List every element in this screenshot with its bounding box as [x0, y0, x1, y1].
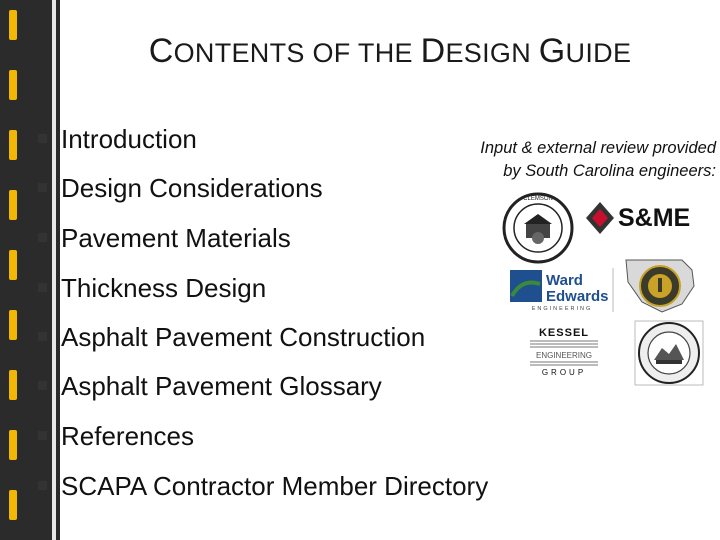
list-item-label: SCAPA Contractor Member Directory — [61, 471, 489, 501]
road-edge-line — [52, 0, 56, 540]
review-note — [410, 137, 716, 183]
list-item — [38, 322, 425, 353]
kessel-engineering-group-logo — [528, 325, 600, 377]
road-stripe — [9, 310, 17, 340]
list-item-label: References — [61, 421, 194, 451]
kessel-line: KESSEL — [538, 327, 590, 339]
list-item-label: Introduction — [61, 124, 197, 154]
list-item-label: Design Considerations — [61, 173, 323, 203]
list-item-label: Asphalt Pavement Glossary — [61, 371, 382, 401]
review-note-line: by South Carolina engineers: — [503, 162, 716, 180]
road-decoration — [0, 0, 60, 540]
kessel-line: GROUP — [541, 368, 587, 377]
kessel-line: ENGINEERING — [535, 351, 593, 360]
sme-logo-text: S&ME — [618, 204, 691, 232]
road-stripe — [9, 430, 17, 460]
logo-lettering: CLEMSON — [523, 196, 553, 202]
slide-title — [60, 32, 720, 71]
list-item — [38, 124, 197, 155]
road-stripe — [9, 130, 17, 160]
road-stripe — [9, 190, 17, 220]
bullet-icon — [38, 332, 47, 341]
list-item — [38, 471, 488, 502]
road-stripe — [9, 370, 17, 400]
ward-edwards-line: Ward — [546, 272, 583, 289]
ward-edwards-logo — [510, 268, 614, 312]
title-part: ESIGN — [445, 38, 539, 68]
road-stripe — [9, 490, 17, 520]
list-item-label: Pavement Materials — [61, 223, 291, 253]
sme-logo — [582, 196, 712, 236]
south-carolina-state-seal-logo — [622, 256, 698, 314]
list-item-label: Thickness Design — [61, 273, 267, 303]
title-part: ONTENTS OF THE — [173, 38, 421, 68]
review-note-line: Input & external review provided — [480, 139, 716, 157]
title-part: G — [538, 32, 566, 70]
bullet-icon — [38, 481, 47, 490]
ward-edwards-line: ENGINEERING — [531, 306, 593, 312]
bullet-icon — [38, 233, 47, 242]
list-item — [38, 173, 323, 204]
ward-edwards-line: Edwards — [546, 288, 609, 305]
city-of-clemson-seal-logo — [502, 192, 574, 264]
title-part: C — [148, 32, 174, 70]
list-item — [38, 223, 291, 254]
bullet-icon — [38, 183, 47, 192]
bullet-icon — [38, 431, 47, 440]
list-item-label: Asphalt Pavement Construction — [61, 322, 426, 352]
engineers-seal-logo — [634, 320, 704, 386]
bullet-icon — [38, 381, 47, 390]
list-item — [38, 371, 382, 402]
title-part: UIDE — [565, 38, 632, 68]
bullet-icon — [38, 134, 47, 143]
road-stripe — [9, 10, 17, 40]
list-item — [38, 421, 194, 452]
list-item — [38, 273, 266, 304]
road-stripe — [9, 250, 17, 280]
road-stripe — [9, 70, 17, 100]
bullet-icon — [38, 283, 47, 292]
title-part: D — [420, 32, 446, 70]
